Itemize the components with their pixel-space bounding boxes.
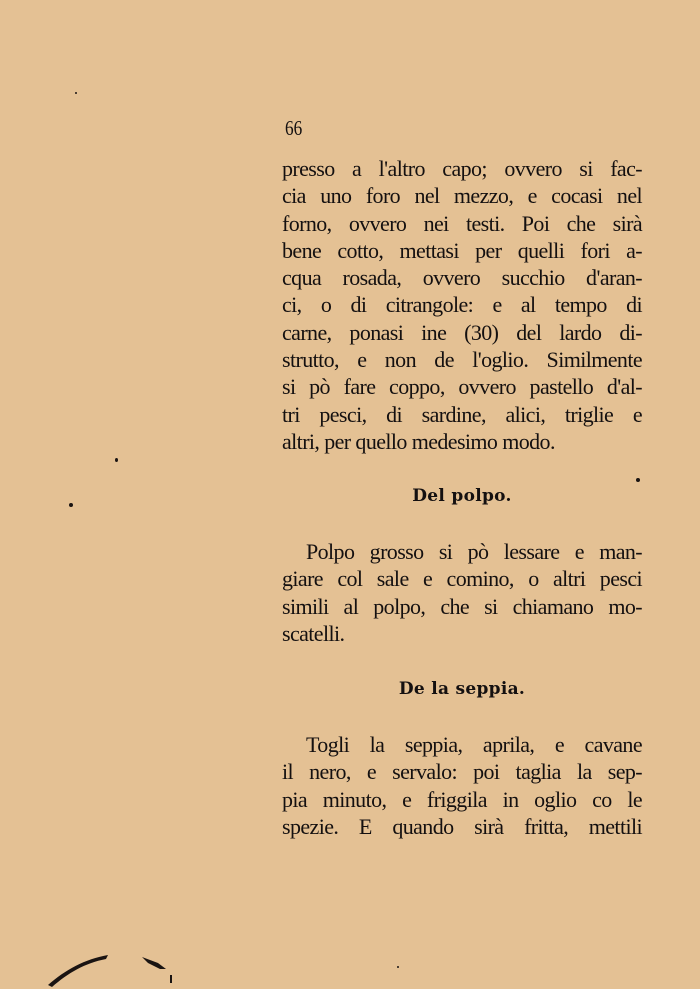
text-line: bene cotto, mettasi per quelli fori a- — [282, 237, 642, 263]
text-line: il nero, e servalo: poi taglia la sep- — [282, 759, 642, 785]
ink-speck — [75, 92, 77, 94]
text-line: Polpo grosso si pò lessare e man- — [306, 539, 642, 564]
text-line: scatelli. — [282, 620, 345, 646]
text-line: carne, ponasi ine (30) del lardo di- — [282, 319, 642, 345]
text-line: presso a l'altro capo; ovvero si fac- — [282, 156, 642, 181]
text-line: strutto, e non de l'oglio. Similmente — [282, 347, 642, 373]
ink-speck — [397, 966, 399, 968]
page-number: 66 — [285, 116, 303, 140]
ink-smudge — [40, 945, 180, 989]
text-line: simili al polpo, che si chiamano mo- — [282, 593, 642, 619]
ink-speck — [636, 478, 640, 482]
ink-speck — [115, 458, 118, 462]
text-line: si pò fare coppo, ovvero pastello d'al- — [282, 374, 642, 400]
text-line: cqua rosada, ovvero succhio d'aran- — [282, 265, 642, 291]
ink-speck — [69, 503, 73, 507]
paragraph-1 — [282, 155, 642, 455]
text-line: ci, o di citrangole: e al tempo di — [282, 292, 642, 318]
text-line: altri, per quello medesimo modo. — [282, 428, 555, 454]
text-line: Togli la seppia, aprila, e cavane — [306, 732, 642, 757]
text-line: giare col sale e comino, o altri pesci — [282, 566, 642, 592]
text-line: forno, ovvero nei testi. Poi che sirà — [282, 210, 642, 236]
text-line: pia minuto, e friggila in oglio co le — [282, 786, 642, 812]
text-line: tri pesci, di sardine, alici, triglie e — [282, 401, 642, 427]
text-line: spezie. E quando sirà fritta, mettili — [282, 813, 642, 839]
paragraph-2 — [282, 538, 642, 647]
section-heading-polpo: Del polpo. — [412, 486, 512, 506]
paragraph-3 — [282, 731, 642, 840]
section-heading-seppia: De la seppia. — [398, 679, 526, 699]
text-line: cia uno foro nel mezzo, e cocasi nel — [282, 183, 642, 209]
